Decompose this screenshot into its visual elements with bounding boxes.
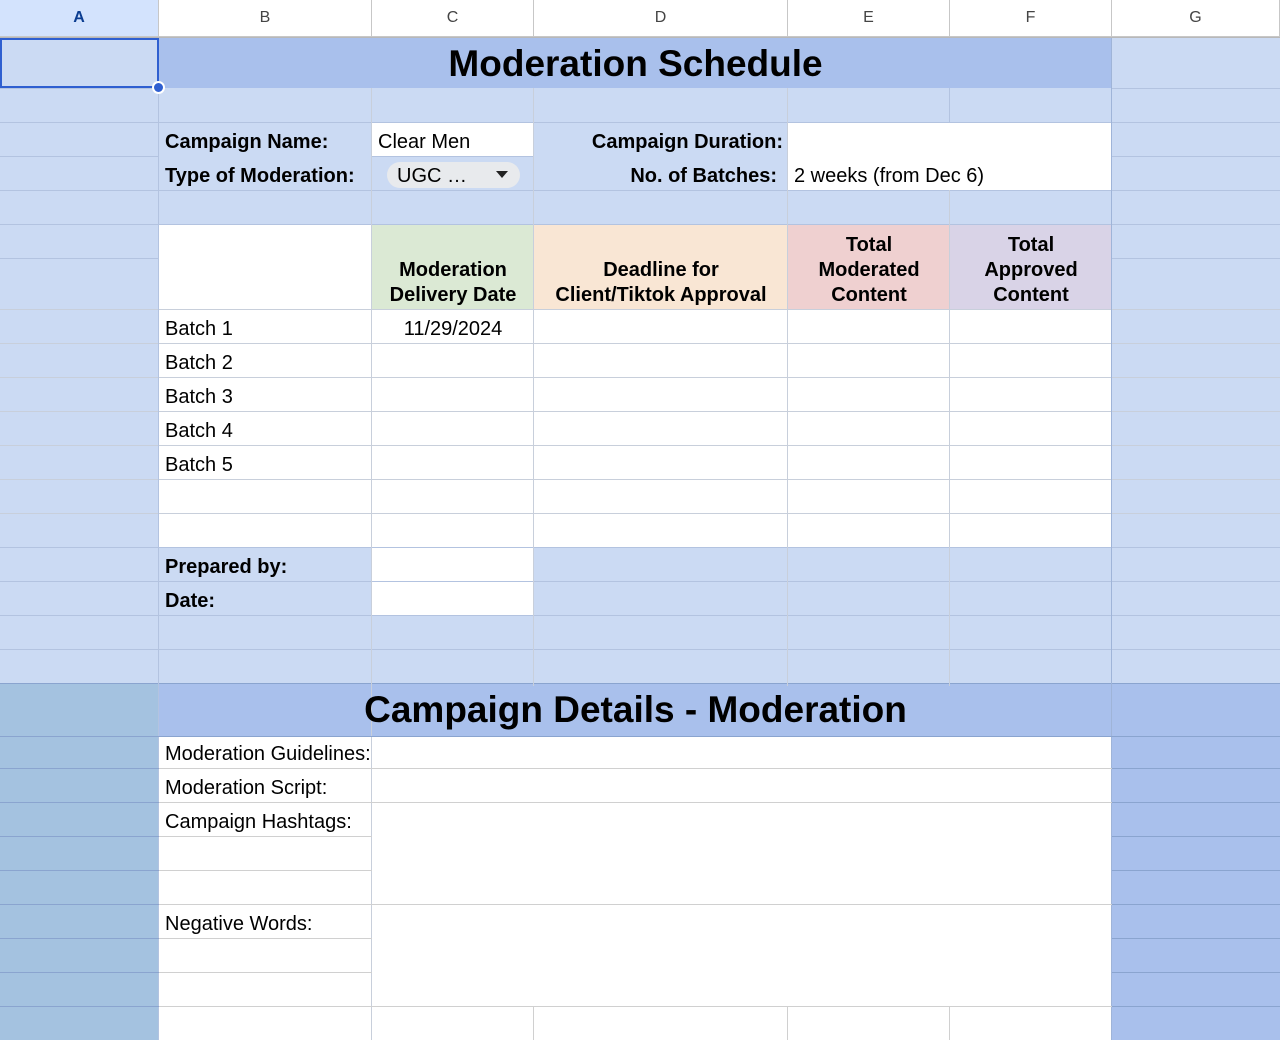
column-header-d[interactable]	[534, 0, 788, 37]
batch-label: Batch 3	[165, 386, 233, 408]
campaign-duration-label: Campaign Duration:	[591, 131, 783, 153]
header-text: Total	[845, 234, 893, 256]
moderation-type-label: Type of Moderation:	[165, 165, 355, 187]
prepared-by-input-area[interactable]	[372, 548, 534, 616]
details-title: Campaign Details - Moderation	[364, 689, 907, 730]
moderated-header	[788, 224, 950, 310]
schedule-title: Moderation Schedule	[448, 43, 823, 84]
column-header-g[interactable]	[1112, 0, 1280, 37]
deadline-header	[534, 224, 788, 310]
hashtags-label: Campaign Hashtags:	[165, 811, 352, 833]
batch-label: Batch 5	[165, 454, 233, 476]
column-header-b[interactable]	[159, 0, 372, 37]
header-text: Deadline for	[603, 259, 719, 281]
selected-cell-a1[interactable]	[0, 38, 159, 88]
batches-value[interactable]: 2 weeks (from Dec 6)	[794, 165, 985, 187]
header-text: Moderation	[399, 259, 507, 281]
header-text: Content	[993, 284, 1069, 306]
guidelines-cell[interactable]	[159, 736, 374, 770]
negative-words-label: Negative Words:	[165, 913, 313, 935]
header-text: Approved	[984, 259, 1078, 281]
campaign-name-value[interactable]: Clear Men	[378, 131, 471, 153]
moderation-type-value: UGC …	[397, 165, 467, 187]
column-header-a[interactable]	[0, 0, 159, 37]
details-right-margin	[1112, 684, 1280, 1040]
details-left-margin	[0, 684, 159, 1040]
header-text: Content	[831, 284, 907, 306]
column-header-label: G	[1189, 9, 1202, 26]
column-header-label: F	[1025, 9, 1036, 26]
batch-label: Batch 1	[165, 318, 233, 340]
column-header-c[interactable]	[372, 0, 534, 37]
prepared-by-label: Prepared by:	[165, 556, 288, 578]
dropdown-arrow-icon	[495, 170, 509, 179]
column-header-label: C	[446, 9, 459, 26]
column-header-label: E	[863, 9, 874, 26]
column-header-label: B	[259, 9, 271, 26]
column-header-f[interactable]	[950, 0, 1112, 37]
header-text: Delivery Date	[389, 284, 517, 306]
header-text: Total	[1007, 234, 1055, 256]
batch-label: Batch 2	[165, 352, 233, 374]
column-header-e[interactable]	[788, 0, 950, 37]
header-text: Client/Tiktok Approval	[555, 284, 767, 306]
date-label: Date:	[165, 590, 216, 612]
campaign-name-label: Campaign Name:	[165, 131, 329, 153]
header-text: Moderated	[818, 259, 920, 281]
moderation-type-dropdown[interactable]	[387, 162, 520, 188]
batch-label: Batch 4	[165, 420, 233, 442]
batches-label: No. of Batches:	[630, 165, 777, 187]
script-label: Moderation Script:	[165, 777, 328, 799]
delivery-date-header	[372, 224, 534, 310]
approved-header	[950, 224, 1112, 310]
guidelines-label: Moderation Guidelines:	[165, 743, 371, 765]
fill-handle[interactable]	[152, 81, 165, 94]
column-header-label: A	[73, 9, 85, 26]
column-header-label: D	[654, 9, 667, 26]
batch-delivery-date[interactable]: 11/29/2024	[403, 318, 503, 340]
